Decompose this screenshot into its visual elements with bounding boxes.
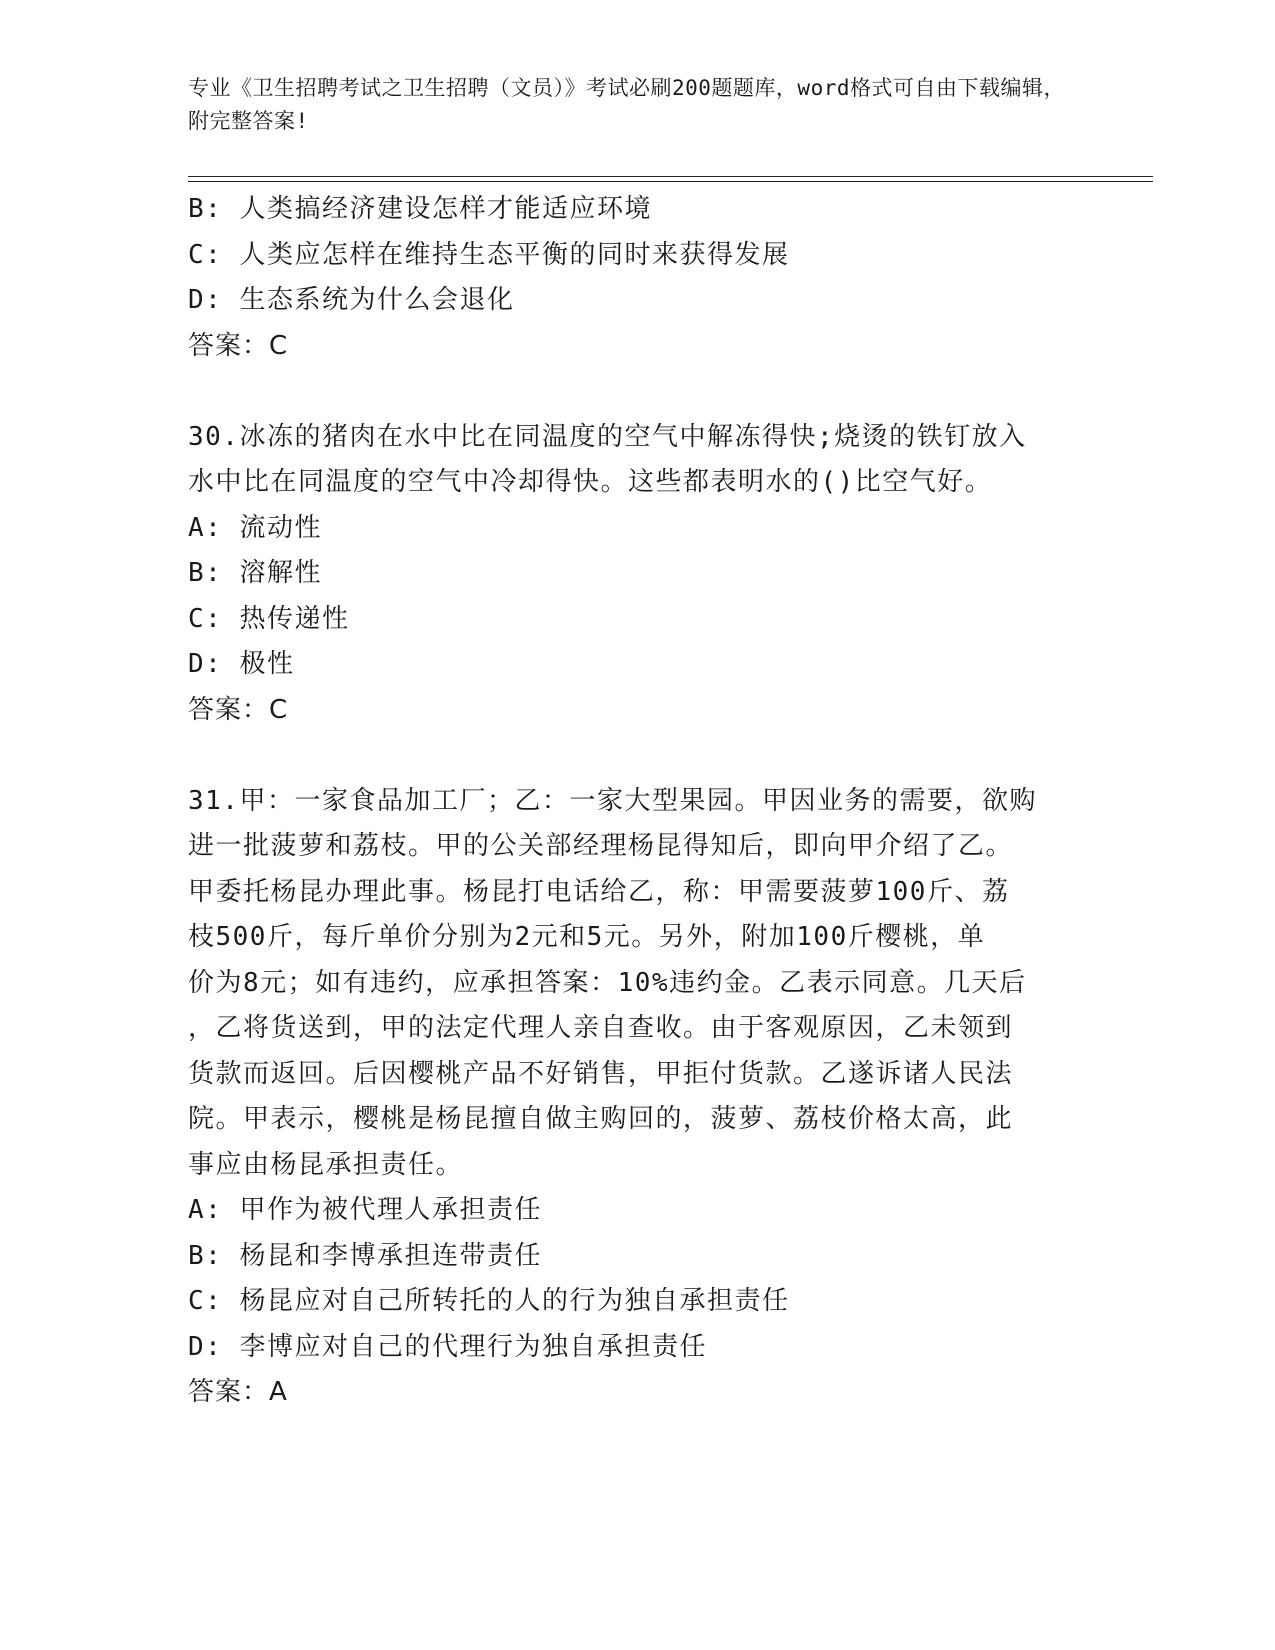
- option-a: A: 流动性: [188, 512, 322, 543]
- option-a: A: 甲作为被代理人承担责任: [188, 1195, 542, 1225]
- question-stem-line: 价为8元；如有违约，应承担答案：10%违约金。乙表示同意。几天后: [188, 967, 1027, 998]
- option-b: B: 溶解性: [188, 558, 322, 588]
- question-stem-line: 事应由杨昆承担责任。: [188, 1149, 464, 1180]
- option-b: B: 人类搞经济建设怎样才能适应环境: [188, 194, 652, 224]
- question-stem-line: 货款而返回。后因樱桃产品不好销售，甲拒付货款。乙遂诉诸人民法: [188, 1058, 1014, 1089]
- option-d: D: 生态系统为什么会退化: [188, 285, 515, 315]
- spacer: [188, 369, 1088, 415]
- option-c: C: 人类应怎样在维持生态平衡的同时来获得发展: [188, 239, 790, 270]
- question-stem-line: 31.甲：一家食品加工厂；乙：一家大型果园。甲因业务的需要，欲购: [188, 785, 1037, 816]
- spacer: [188, 733, 1088, 779]
- document-body: [188, 187, 1088, 1416]
- previous-question: [188, 187, 1088, 369]
- question-31: [188, 779, 1088, 1416]
- option-b: B: 杨昆和李博承担连带责任: [188, 1240, 542, 1271]
- answer: 答案：C: [188, 694, 289, 725]
- page-header: 专业《卫生招聘考试之卫生招聘（文员）》考试必刷200题题库，word格式可自由下载编辑，附完整答案!: [188, 76, 1065, 133]
- option-d: D: 极性: [188, 649, 295, 679]
- header-rule-bottom: [188, 181, 1153, 182]
- header-rule-top: [188, 176, 1153, 177]
- answer: 答案：A: [188, 1377, 288, 1407]
- question-stem-line: 枝500斤，每斤单价分别为2元和5元。另外，附加100斤樱桃，单: [188, 922, 986, 952]
- question-30: [188, 415, 1088, 734]
- question-stem-line: 进一批菠萝和荔枝。甲的公关部经理杨昆得知后，即向甲介绍了乙。: [188, 831, 1014, 861]
- option-c: C: 热传递性: [188, 603, 350, 634]
- question-stem-line: 甲委托杨昆办理此事。杨昆打电话给乙，称：甲需要菠萝100斤、荔: [188, 876, 1010, 907]
- question-stem-line: 30.冰冻的猪肉在水中比在同温度的空气中解冻得快;烧烫的铁钉放入: [188, 421, 1027, 452]
- question-stem-line: 院。甲表示，樱桃是杨昆擅自做主购回的，菠萝、荔枝价格太高，此: [188, 1104, 1014, 1134]
- option-d: D: 李博应对自己的代理行为独自承担责任: [188, 1331, 707, 1362]
- option-c: C: 杨昆应对自己所转托的人的行为独自承担责任: [188, 1286, 790, 1316]
- answer: 答案：C: [188, 330, 289, 361]
- question-stem-line: 水中比在同温度的空气中冷却得快。这些都表明水的()比空气好。: [188, 467, 993, 497]
- question-stem-line: ，乙将货送到，甲的法定代理人亲自查收。由于客观原因，乙未领到: [188, 1013, 1014, 1043]
